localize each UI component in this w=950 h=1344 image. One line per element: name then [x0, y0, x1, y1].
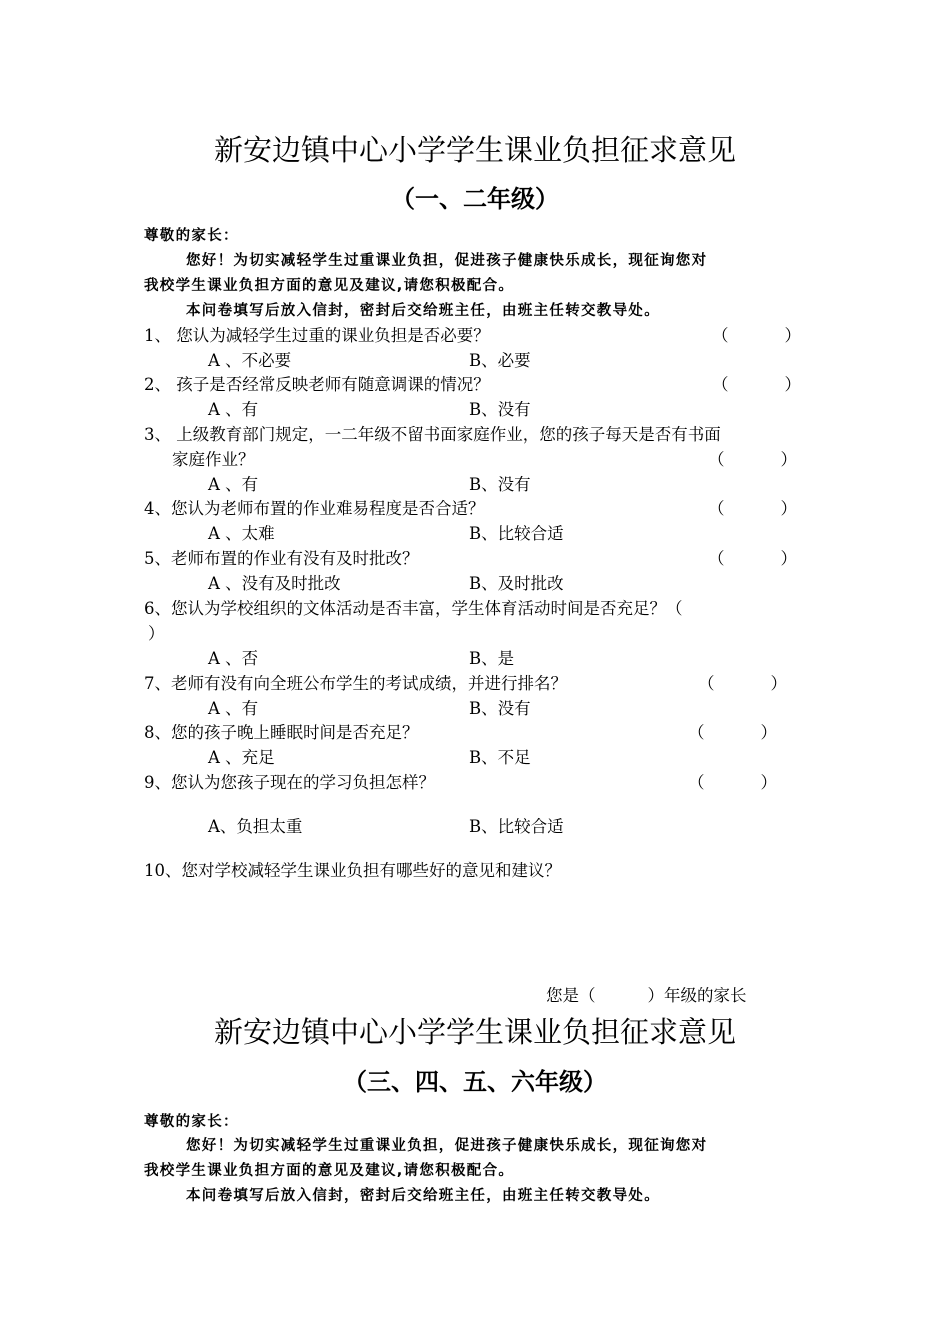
section2-title: 新安边镇中心小学学生课业负担征求意见: [213, 1015, 736, 1049]
section1-greeting: 尊敬的家长：: [144, 228, 239, 244]
question-6-continued[interactable]: ）: [148, 624, 165, 643]
question-3-option-a: A 、有: [208, 475, 259, 494]
section2-intro-line1: 您好！为切实减轻学生过重课业负担，促进孩子健康快乐成长，现征询您对: [186, 1138, 708, 1154]
question-1: 1、 您认为减轻学生过重的课业负担是否必要？: [144, 326, 490, 345]
question-6: 6、您认为学校组织的文体活动是否丰富，学生体育活动时间是否充足？（: [144, 599, 683, 618]
answer-blank-9[interactable]: （ ）: [688, 773, 777, 792]
question-5-option-a: A 、没有及时批改: [208, 574, 341, 593]
question-1-option-a: A 、不必要: [208, 351, 292, 370]
question-4-option-a: A 、太难: [208, 524, 275, 543]
question-2: 2、 孩子是否经常反映老师有随意调课的情况？: [144, 375, 490, 394]
section1-intro-line2: 我校学生课业负担方面的意见及建议,请您积极配合。: [144, 278, 515, 294]
question-8: 8、您的孩子晚上睡眠时间是否充足？: [144, 723, 419, 742]
question-7-option-a: A 、有: [208, 699, 259, 718]
question-9-option-a: A、负担太重: [208, 817, 303, 836]
question-4-option-b: B、比较合适: [469, 524, 564, 543]
question-1-option-b: B、必要: [469, 351, 531, 370]
section2-intro-line2: 我校学生课业负担方面的意见及建议,请您积极配合。: [144, 1163, 515, 1179]
answer-blank-4[interactable]: （ ）: [708, 499, 797, 518]
question-10: 10、您对学校减轻学生课业负担有哪些好的意见和建议？: [144, 861, 561, 880]
question-4: 4、您认为老师布置的作业难易程度是否合适？: [144, 499, 485, 518]
question-6-option-a: A 、否: [208, 649, 259, 668]
answer-blank-3[interactable]: （ ）: [708, 450, 797, 469]
question-5: 5、老师布置的作业有没有及时批改？: [144, 549, 419, 568]
section2-instruction: 本问卷填写后放入信封，密封后交给班主任，由班主任转交教导处。: [186, 1188, 660, 1204]
question-8-option-a: A 、充足: [208, 748, 275, 767]
section2-greeting: 尊敬的家长：: [144, 1114, 239, 1130]
section2-grade: （三、四、五、六年级）: [343, 1068, 607, 1096]
question-6-option-b: B、是: [469, 649, 515, 668]
question-7-option-b: B、没有: [469, 699, 531, 718]
question-9-option-b: B、比较合适: [469, 817, 564, 836]
answer-blank-1[interactable]: （ ）: [712, 326, 801, 345]
answer-blank-7[interactable]: （ ）: [698, 674, 787, 693]
section1-title: 新安边镇中心小学学生课业负担征求意见: [213, 133, 736, 167]
question-2-option-a: A 、有: [208, 400, 259, 419]
question-8-option-b: B、不足: [469, 748, 531, 767]
answer-blank-2[interactable]: （ ）: [712, 375, 801, 394]
question-3-option-b: B、没有: [469, 475, 531, 494]
section1-instruction: 本问卷填写后放入信封，密封后交给班主任，由班主任转交教导处。: [186, 303, 660, 319]
section1-grade: （一、二年级）: [391, 185, 559, 213]
question-3: 3、 上级教育部门规定，一二年级不留书面家庭作业，您的孩子每天是否有书面: [144, 425, 721, 444]
question-7: 7、老师有没有向全班公布学生的考试成绩，并进行排名？: [144, 674, 567, 693]
section1-intro-line1: 您好！为切实减轻学生过重课业负担，促进孩子健康快乐成长，现征询您对: [186, 253, 708, 269]
question-2-option-b: B、没有: [469, 400, 531, 419]
question-9: 9、您认为您孩子现在的学习负担怎样？: [144, 773, 435, 792]
answer-blank-8[interactable]: （ ）: [688, 723, 777, 742]
parent-grade-line[interactable]: 您是（ ）年级的家长: [546, 986, 747, 1005]
question-3-continued: 家庭作业？: [172, 450, 255, 469]
question-5-option-b: B、及时批改: [469, 574, 564, 593]
answer-blank-5[interactable]: （ ）: [708, 549, 797, 568]
